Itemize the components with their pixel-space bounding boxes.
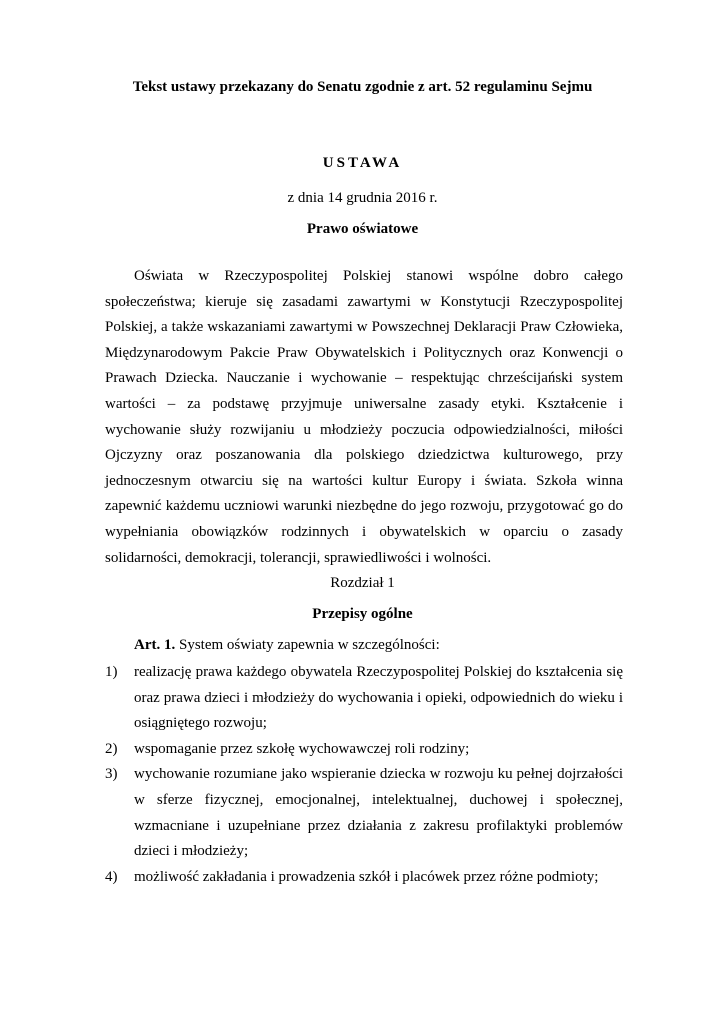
- list-item: [105, 660, 623, 737]
- header-note: Tekst ustawy przekazany do Senatu zgodnie z art. 52 regulaminu Sejmu: [132, 79, 593, 95]
- act-name: Prawo oświatowe: [306, 221, 419, 237]
- item-number: 4): [105, 868, 118, 885]
- item-text: wychowanie rozumiane jako wspieranie dziecka w rozwoju ku pełnej dojrzałości w sferze fizycznej, emocjonalnej, intelektualnej, duchowej i społecznej, wzmacniane i uzupełniane przez działania z zakresu profilaktyki problemów dzieci i młodzieży;: [134, 766, 623, 860]
- list-item: [105, 865, 623, 891]
- item-text: wspomaganie przez szkołę wychowawczej roli rodziny;: [134, 740, 470, 757]
- act-date: z dnia 14 grudnia 2016 r.: [287, 190, 438, 206]
- article-intro-text: System oświaty zapewnia w szczególności:: [175, 637, 440, 653]
- chapter-number: Rozdział 1: [330, 575, 395, 591]
- item-number: 3): [105, 766, 118, 783]
- article-items-list: [105, 660, 623, 890]
- preamble: Oświata w Rzeczypospolitej Polskiej stanowi wspólne dobro całego społeczeństwa; kieruje się zasadami zawartymi w Konstytucji Rzeczypospolitej Polskiej, a także wskazaniami zawartymi w Powszechnej Deklaracji Praw Człowieka, Międzynarodowym Pakcie Praw Obywatelskich i Politycznych oraz Konwencji o Prawach Dziecka. Nauczanie i wychowanie – respektując chrześcijański system wartości – za podstawę przyjmuje uniwersalne zasady etyki. Kształcenie i wychowanie służy rozwijaniu u młodzieży poczucia odpowiedzialności, miłości Ojczyzny oraz poszanowania dla polskiego dziedzictwa kulturowego, przy jednoczesnym otwarciu się na wartości kultur Europy i świata. Szkoła winna zapewnić każdemu uczniowi warunki niezbędne do jego rozwoju, przygotować go do wypełniania obowiązków rodzinnych i obywatelskich w oparciu o zasady solidarności, demokracji, tolerancji, sprawiedliwości i wolności.: [105, 268, 623, 566]
- article-intro: [134, 636, 623, 654]
- item-text: realizację prawa każdego obywatela Rzeczypospolitej Polskiej do kształcenia się oraz prawa dzieci i młodzieży do wychowania i opieki, odpowiednich do wieku i osiągniętego rozwoju;: [134, 664, 623, 732]
- article-label: Art. 1.: [134, 637, 176, 653]
- item-number: 1): [105, 664, 118, 680]
- item-number: 2): [105, 740, 118, 757]
- item-text: możliwość zakładania i prowadzenia szkół i placówek przez różne podmioty;: [134, 868, 599, 885]
- act-title: USTAWA: [322, 155, 403, 171]
- list-item: [105, 737, 623, 763]
- list-item: [105, 762, 623, 864]
- chapter-title: Przepisy ogólne: [312, 606, 413, 622]
